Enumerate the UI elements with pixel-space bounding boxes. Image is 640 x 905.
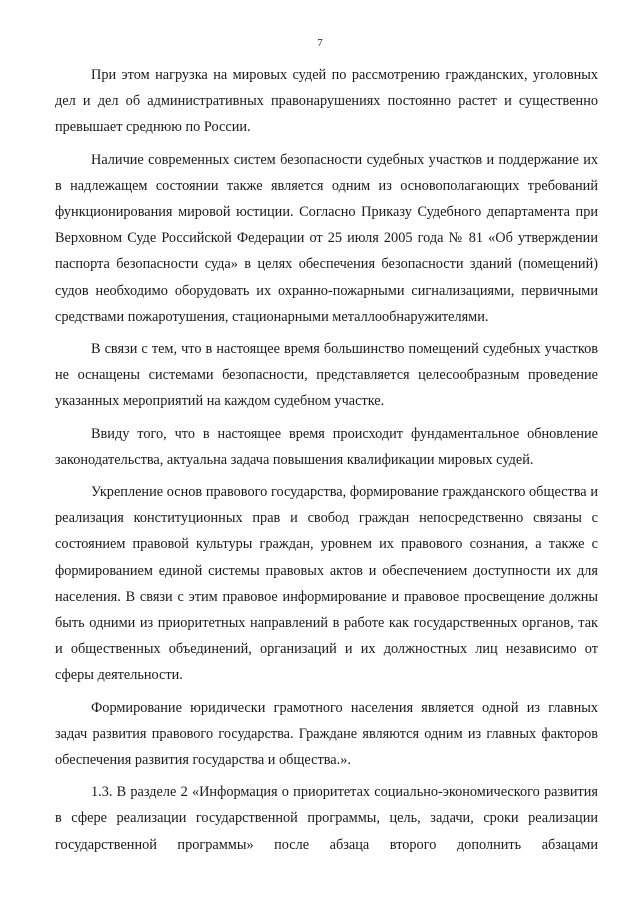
paragraph-security-measures: В связи с тем, что в настоящее время большинство помещений судебных участков не оснащены системами безопасности, представляется целесообразным проведение указанных мероприятий на каждом судебном участке. [55, 341, 598, 410]
paragraph-court-workload: При этом нагрузка на мировых судей по рассмотрению гражданских, уголовных дел и дел об административных правонарушениях постоянно растет и существенно превышает среднюю по России. [55, 67, 598, 136]
paragraph-legal-literacy: Формирование юридически грамотного населения является одной из главных задач развития правового государства. Граждане являются одним из главных факторов обеспечения развития государства и общества.». [55, 699, 598, 769]
paragraph-security-systems: Наличие современных систем безопасности судебных участков и поддержание их в надлежащем состоянии также является одним из основополагающих требований функционирования мировой юстиции. Согласно Приказу Судебного департамента при Верховном Суде Российской Федерации от 25 июля 2005 года № 81 «Об утверждении паспорта безопасности суда» в целях обеспечения безопасности зданий (помещений) судов необходимо оборудовать их охранно-пожарными сигнализациями, первичными средствами пожаротушения, стационарными металлообнаружителями. [55, 151, 598, 325]
document-body [55, 62, 598, 858]
paragraph-legal-culture: Укрепление основ правового государства, формирование гражданского общества и реализация конституционных прав и свобод граждан непосредственно связаны с состоянием правовой культуры граждан, уровнем их правового сознания, а также с формированием единой системы правовых актов и обеспечением доступности их для населения. В связи с этим правовое информирование и правовое просвещение должны быть одними из приоритетных направлений в работе как государственных органов, так и общественных объединений, организаций и их должностных лиц независимо от сферы деятельности. [55, 484, 598, 684]
paragraph-qualification: Ввиду того, что в настоящее время происходит фундаментальное обновление законодательства, актуальна задача повышения квалификации мировых судей. [55, 425, 598, 468]
paragraph-section-amendment: 1.3. В разделе 2 «Информация о приоритетах социально-экономического развития в сфере реализации государственной программы, цель, задачи, сроки реализации государственной программы» после абзаца второго дополнить абзацами [55, 784, 598, 853]
page-number: 7 [317, 37, 323, 49]
